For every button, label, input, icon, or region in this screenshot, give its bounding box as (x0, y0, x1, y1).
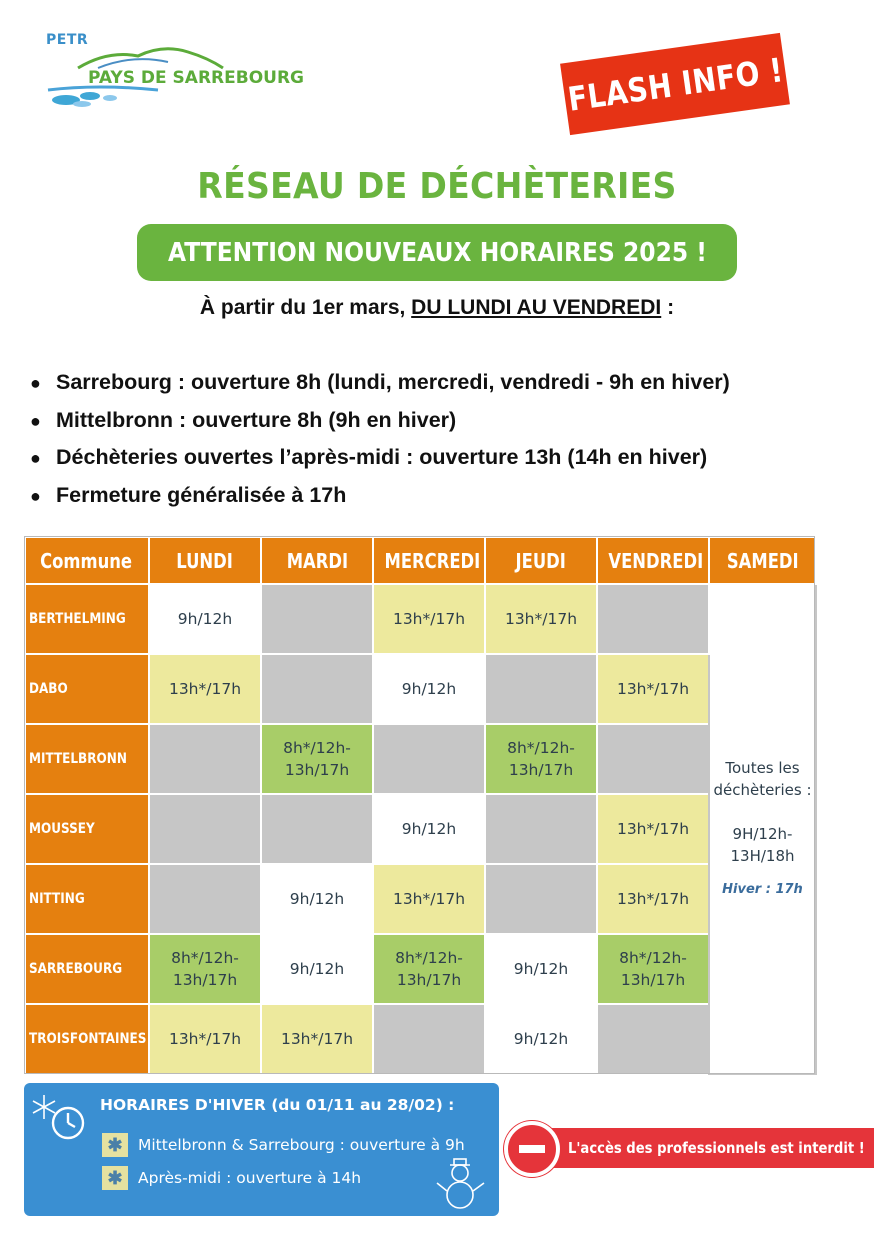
schedule-cell-text: 8h*/12h- (283, 739, 351, 757)
schedule-cell (485, 584, 597, 654)
schedule-cell (373, 864, 485, 934)
new-hours-banner (137, 224, 737, 281)
column-header-vendredi: VENDREDI (597, 537, 709, 584)
column-header-commune: Commune (25, 537, 149, 584)
commune-name: BERTHELMING (25, 584, 149, 654)
schedule-cell (261, 1004, 373, 1074)
schedule-cell-text: 13h/17h (620, 971, 686, 989)
asterisk-icon: ✱ (102, 1133, 128, 1157)
schedule-cell-text: 13h/17h (396, 971, 462, 989)
page-title: RÉSEAU DE DÉCHÈTERIES (197, 166, 677, 207)
schedule-cell (597, 584, 709, 654)
column-header-samedi: SAMEDI (709, 537, 816, 584)
schedule-cell (261, 654, 373, 724)
snowflake-clock-icon (30, 1089, 90, 1145)
bullet-icon: ● (30, 448, 41, 468)
schedule-cell (373, 654, 485, 724)
samedi-hours-line: 13H/18h (730, 847, 795, 865)
schedule-table (24, 536, 817, 1075)
samedi-cell (709, 584, 816, 1074)
opening-rules-list (30, 364, 850, 514)
schedule-cell (485, 864, 597, 934)
schedule-cell-text: 9h/12h (401, 680, 457, 698)
schedule-cell-text: 13h*/17h (616, 680, 690, 698)
commune-name: TROISFONTAINES (25, 1004, 149, 1074)
schedule-cell (485, 724, 597, 794)
samedi-all-centers: Toutes les déchèteries : (713, 759, 812, 799)
schedule-cell (149, 934, 261, 1004)
schedule-cell-text: 9h/12h (401, 820, 457, 838)
bullet-icon: ● (30, 373, 41, 393)
schedule-cell (261, 584, 373, 654)
table-row (25, 794, 816, 864)
schedule-cell (485, 654, 597, 724)
schedule-cell (485, 934, 597, 1004)
list-item: ● Sarrebourg : ouverture 8h (lundi, mercredi, vendredi - 9h en hiver) (30, 364, 850, 402)
effective-date-line (0, 296, 874, 320)
schedule-cell (373, 934, 485, 1004)
schedule-cell (597, 654, 709, 724)
logo-pays-de-sarrebourg (38, 28, 304, 118)
table-row (25, 654, 816, 724)
schedule-cell-text: 13h/17h (172, 971, 238, 989)
winter-item: ✱ Mittelbronn & Sarrebourg : ouverture à 9h (102, 1133, 465, 1157)
list-item: ● Mittelbronn : ouverture 8h (9h en hiver) (30, 402, 850, 440)
schedule-cell-text: 8h*/12h- (171, 949, 239, 967)
professional-access-text: L'accès des professionnels est interdit ! (568, 1139, 865, 1157)
column-header-mercredi: MERCREDI (373, 537, 485, 584)
schedule-cell-text: 13h*/17h (280, 1030, 354, 1048)
schedule-cell-text: 9h/12h (289, 960, 345, 978)
schedule-cell (261, 864, 373, 934)
commune-name: SARREBOURG (25, 934, 149, 1004)
snowman-icon (434, 1155, 490, 1211)
table-row (25, 934, 816, 1004)
schedule-cell (373, 794, 485, 864)
samedi-hours-line: 9H/12h- (732, 825, 793, 843)
commune-name: NITTING (25, 864, 149, 934)
schedule-cell (597, 794, 709, 864)
table-row (25, 724, 816, 794)
new-hours-banner-label: ATTENTION NOUVEAUX HORAIRES 2025 ! (167, 237, 707, 268)
effective-date-prefix: À partir du 1er mars, (199, 296, 412, 319)
bullet-icon: ● (30, 410, 41, 431)
schedule-cell (373, 1004, 485, 1074)
schedule-cell (485, 794, 597, 864)
schedule-cell (149, 1004, 261, 1074)
bullet-icon: ● (30, 485, 41, 506)
schedule-cell-text: 9h/12h (513, 1030, 569, 1048)
schedule-cell-text: 13h*/17h (168, 680, 242, 698)
professional-access-banner (520, 1128, 874, 1168)
column-header-jeudi: JEUDI (485, 537, 597, 584)
schedule-cell (373, 724, 485, 794)
winter-item: ✱ Après-midi : ouverture à 14h (102, 1166, 361, 1190)
schedule-cell-text: 13h/17h (284, 761, 350, 779)
schedule-cell-text: 13h*/17h (168, 1030, 242, 1048)
schedule-cell-text: 9h/12h (289, 890, 345, 908)
no-entry-icon (504, 1121, 560, 1177)
schedule-cell (597, 724, 709, 794)
schedule-cell (597, 864, 709, 934)
table-row (25, 864, 816, 934)
samedi-winter-hours: Hiver : 17h (722, 882, 803, 897)
schedule-cell (597, 934, 709, 1004)
column-header-mardi: MARDI (261, 537, 373, 584)
schedule-cell (149, 864, 261, 934)
schedule-cell (485, 1004, 597, 1074)
schedule-cell (149, 794, 261, 864)
commune-name: MITTELBRONN (25, 724, 149, 794)
winter-hours-title: HORAIRES D'HIVER (du 01/11 au 28/02) : (100, 1096, 455, 1114)
logo-petr-text: PETR (46, 32, 89, 48)
schedule-cell-text: 13h*/17h (616, 890, 690, 908)
schedule-cell-text: 13h*/17h (392, 890, 466, 908)
list-item: ● Déchèteries ouvertes l’après-midi : ouverture 13h (14h en hiver) (30, 439, 850, 477)
schedule-cell (149, 654, 261, 724)
asterisk-icon: ✱ (102, 1166, 128, 1190)
samedi-hours (713, 823, 812, 867)
schedule-cell (261, 794, 373, 864)
schedule-cell (149, 584, 261, 654)
schedule-cell (261, 724, 373, 794)
commune-name: MOUSSEY (25, 794, 149, 864)
schedule-cell-text: 13h*/17h (392, 610, 466, 628)
effective-date-days: DU LUNDI AU VENDREDI (411, 296, 662, 319)
schedule-cell-text: 13h*/17h (504, 610, 578, 628)
schedule-cell (261, 934, 373, 1004)
logo-name-text: PAYS DE SARREBOURG (88, 68, 304, 88)
list-item: ● Fermeture généralisée à 17h (30, 477, 850, 515)
schedule-cell-text: 13h*/17h (616, 820, 690, 838)
commune-name: DABO (25, 654, 149, 724)
schedule-cell-text: 9h/12h (513, 960, 569, 978)
table-row (25, 1004, 816, 1074)
effective-date-suffix: : (661, 296, 675, 319)
schedule-cell-text: 8h*/12h- (619, 949, 687, 967)
table-header-row (25, 537, 816, 584)
schedule-cell-text: 13h/17h (508, 761, 574, 779)
column-header-lundi: LUNDI (149, 537, 261, 584)
schedule-cell-text: 9h/12h (177, 610, 233, 628)
table-row (25, 584, 816, 654)
winter-hours-box (24, 1083, 499, 1216)
schedule-cell (373, 584, 485, 654)
flash-info-badge (560, 33, 790, 135)
schedule-cell-text: 8h*/12h- (507, 739, 575, 757)
schedule-cell-text: 8h*/12h- (395, 949, 463, 967)
flash-info-label: FLASH INFO ! (564, 49, 786, 119)
schedule-cell (149, 724, 261, 794)
schedule-cell (597, 1004, 709, 1074)
